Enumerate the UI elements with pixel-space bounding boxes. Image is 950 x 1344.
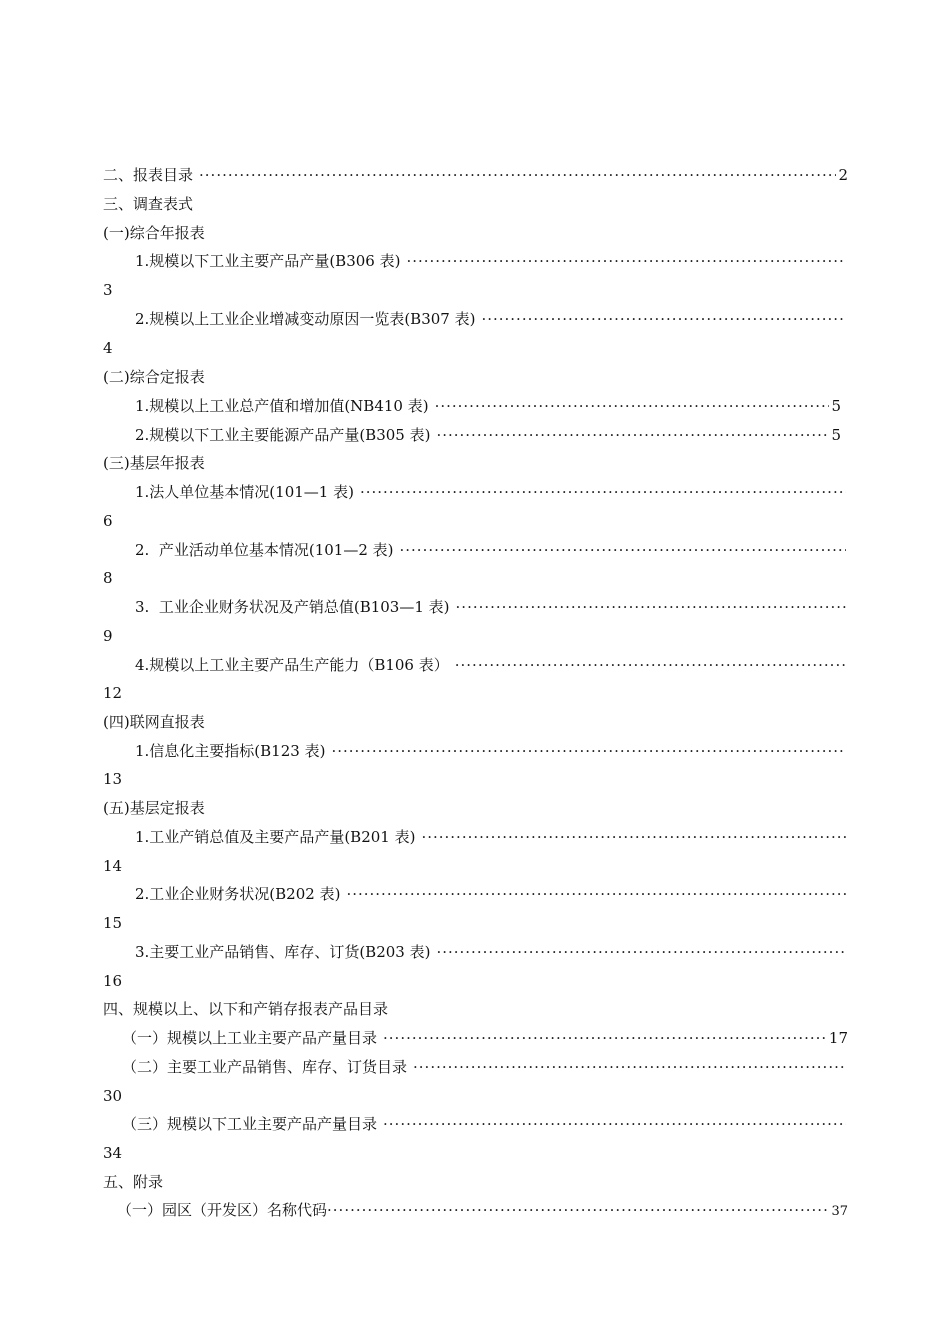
leader-dots — [331, 740, 846, 762]
toc-entry-s5i1[interactable] — [117, 1199, 848, 1221]
leader-dots — [406, 250, 846, 272]
toc-heading-sec4: 四、规模以上、以下和产销存报表产品目录 — [103, 1000, 389, 1018]
toc-page-number: 30 — [103, 1087, 123, 1105]
toc-heading-sec5: 五、附录 — [103, 1173, 164, 1191]
toc-page-number: 34 — [103, 1144, 123, 1162]
leader-dots — [346, 883, 846, 905]
leader-dots — [360, 481, 846, 503]
toc-page-number: 16 — [103, 972, 123, 990]
toc-page-number: 5 — [831, 426, 841, 444]
toc-label: 2.工业企业财务状况(B202 表) — [135, 885, 341, 903]
toc-page-number: 12 — [103, 684, 123, 702]
toc-entry-g4i1[interactable] — [135, 740, 848, 762]
toc-entry-g1i1[interactable] — [135, 250, 848, 272]
leader-dots — [456, 596, 846, 618]
toc-group-3: (三)基层年报表 — [103, 454, 205, 472]
toc-entry-g5i2[interactable] — [135, 883, 848, 905]
leader-dots — [413, 1056, 846, 1078]
leader-dots — [455, 654, 846, 676]
toc-label: （一）规模以上工业主要产品产量目录 — [122, 1029, 378, 1047]
toc-entry-sec2[interactable] — [103, 164, 848, 186]
leader-dots — [400, 539, 847, 561]
leader-dots — [435, 395, 830, 417]
toc-label: 二、报表目录 — [103, 166, 194, 184]
toc-page-number: 14 — [103, 857, 123, 875]
toc-group-1: (一)综合年报表 — [103, 224, 205, 242]
toc-entry-g5i1[interactable] — [135, 826, 848, 848]
toc-page-number: 4 — [103, 339, 113, 357]
toc-label: 2.规模以下工业主要能源产品产量(B305 表) — [135, 426, 431, 444]
toc-page-number: 2 — [838, 166, 848, 184]
toc-page-number: 6 — [103, 512, 113, 530]
leader-dots — [421, 826, 846, 848]
toc-label: 1.规模以下工业主要产品产量(B306 表) — [135, 252, 401, 270]
toc-label: （三）规模以下工业主要产品产量目录 — [122, 1115, 378, 1133]
leader-dots — [327, 1199, 829, 1221]
toc-entry-g3i4[interactable] — [135, 654, 848, 676]
toc-label: （一）园区（开发区）名称代码 — [117, 1201, 328, 1219]
leader-dots — [481, 308, 846, 330]
toc-entry-g1i2[interactable] — [135, 308, 848, 330]
toc-label: 1.法人单位基本情况(101—1 表) — [135, 483, 354, 501]
toc-page-number: 9 — [103, 627, 113, 645]
toc-entry-g2i2[interactable] — [135, 424, 841, 446]
toc-group-5: (五)基层定报表 — [103, 799, 205, 817]
toc-entry-g5i3[interactable] — [135, 941, 848, 963]
toc-label: 4.规模以上工业主要产品生产能力（B106 表） — [135, 656, 449, 674]
toc-page-number: 15 — [103, 914, 123, 932]
toc-entry-s4i3[interactable] — [122, 1113, 848, 1135]
toc-entry-s4i1[interactable] — [122, 1027, 848, 1049]
leader-dots — [383, 1027, 827, 1049]
toc-page-number: 8 — [103, 569, 113, 587]
toc-label: 3.主要工业产品销售、库存、订货(B203 表) — [135, 943, 431, 961]
toc-group-4: (四)联网直报表 — [103, 713, 205, 731]
toc-entry-s4i2[interactable] — [122, 1056, 848, 1078]
toc-group-2: (二)综合定报表 — [103, 368, 205, 386]
toc-entry-g3i2[interactable] — [135, 539, 848, 561]
toc-page-number: 3 — [103, 281, 113, 299]
leader-dots — [436, 424, 829, 446]
toc-label: 3. 工业企业财务状况及产销总值(B103—1 表) — [135, 598, 450, 616]
toc-label: 1.规模以上工业总产值和增加值(NB410 表) — [135, 397, 429, 415]
toc-label: 1.工业产销总值及主要产品产量(B201 表) — [135, 828, 416, 846]
toc-label: 1.信息化主要指标(B123 表) — [135, 742, 326, 760]
toc-page-number: 17 — [828, 1029, 848, 1047]
leader-dots — [436, 941, 846, 963]
toc-page-number: 13 — [103, 770, 123, 788]
toc-entry-g3i3[interactable] — [135, 596, 848, 618]
toc-entry-g3i1[interactable] — [135, 481, 848, 503]
toc-page-number: 37 — [831, 1204, 848, 1219]
toc-label: 2.规模以上工业企业增减变动原因一览表(B307 表) — [135, 310, 476, 328]
toc-label: 2. 产业活动单位基本情况(101—2 表) — [135, 541, 394, 559]
toc-label: （二）主要工业产品销售、库存、订货目录 — [122, 1058, 408, 1076]
leader-dots — [199, 164, 836, 186]
leader-dots — [383, 1113, 846, 1135]
toc-page-number: 5 — [831, 397, 841, 415]
toc-entry-g2i1[interactable] — [135, 395, 841, 417]
toc-heading-sec3: 三、调查表式 — [103, 195, 194, 213]
